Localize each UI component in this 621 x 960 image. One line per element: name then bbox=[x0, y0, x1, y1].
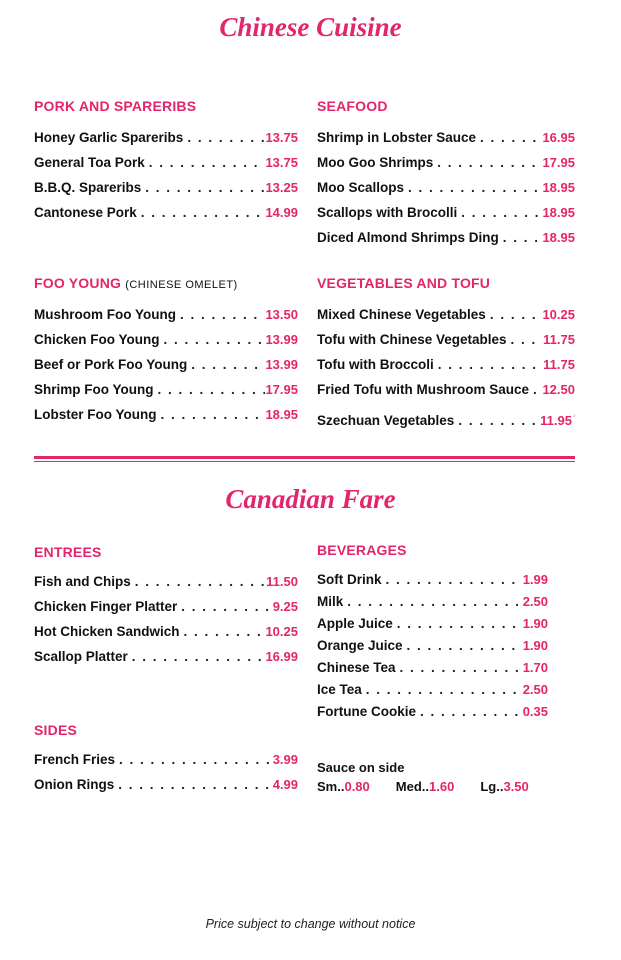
menu-item bbox=[317, 155, 575, 180]
dot-leader bbox=[183, 130, 265, 145]
menu-item-price: 0.35 bbox=[522, 704, 548, 719]
menu-item-name: Orange Juice bbox=[317, 638, 403, 653]
dot-leader bbox=[141, 180, 265, 195]
menu-item-price: 16.95 bbox=[542, 130, 575, 145]
menu-list bbox=[317, 572, 548, 726]
section-heading: PORK AND SPARERIBS bbox=[34, 98, 197, 114]
sauce-large-label: Lg.. bbox=[480, 779, 504, 794]
menu-item-price: 13.99 bbox=[265, 332, 298, 347]
menu-item bbox=[34, 357, 298, 382]
menu-item-name: Soft Drink bbox=[317, 572, 382, 587]
menu-item-name: Chicken Foo Young bbox=[34, 332, 160, 347]
sauce-small-price: 0.80 bbox=[344, 779, 370, 794]
sauce-medium bbox=[396, 779, 455, 794]
dot-leader bbox=[145, 155, 266, 170]
section-heading: SEAFOOD bbox=[317, 98, 388, 114]
menu-item-price: 10.25 bbox=[542, 307, 575, 322]
menu-item-name: Milk bbox=[317, 594, 344, 609]
menu-item bbox=[34, 599, 298, 624]
dot-leader bbox=[476, 130, 542, 145]
menu-item-name: Moo Scallops bbox=[317, 180, 405, 195]
menu-item-name: Mushroom Foo Young bbox=[34, 307, 176, 322]
dot-leader bbox=[486, 307, 543, 322]
menu-list bbox=[317, 307, 575, 432]
menu-item bbox=[34, 332, 298, 357]
menu-item-price: 4.99 bbox=[272, 777, 298, 792]
dot-leader bbox=[416, 704, 518, 719]
menu-list bbox=[34, 574, 298, 674]
menu-item bbox=[317, 230, 575, 255]
menu-list bbox=[34, 752, 298, 802]
menu-item bbox=[34, 180, 298, 205]
dot-leader bbox=[507, 332, 544, 347]
dot-leader bbox=[131, 574, 266, 589]
canadian-fare-title: Canadian Fare bbox=[225, 484, 396, 514]
menu-item bbox=[34, 407, 298, 432]
menu-item-price: 18.95 bbox=[265, 407, 298, 422]
menu-item bbox=[34, 307, 298, 332]
dot-leader bbox=[499, 230, 543, 245]
sauce-medium-price: 1.60 bbox=[429, 779, 455, 794]
menu-item bbox=[317, 572, 548, 594]
menu-item-name: Shrimp Foo Young bbox=[34, 382, 154, 397]
menu-item-price: 13.50 bbox=[265, 307, 298, 322]
menu-list bbox=[34, 130, 298, 230]
section-heading-text: FOO YOUNG bbox=[34, 275, 122, 291]
menu-item-price: 1.99 bbox=[522, 572, 548, 587]
section-subheading: (CHINESE OMELET) bbox=[125, 279, 238, 291]
sauce-small bbox=[317, 779, 370, 794]
menu-item bbox=[317, 660, 548, 682]
menu-item-price: 13.75 bbox=[265, 155, 298, 170]
price-disclaimer: Price subject to change without notice bbox=[205, 917, 416, 931]
dot-leader bbox=[180, 624, 266, 639]
menu-item bbox=[317, 130, 575, 155]
dot-leader bbox=[137, 205, 266, 220]
dot-leader bbox=[529, 382, 542, 397]
section-pork-spareribs bbox=[34, 98, 298, 230]
section-heading: VEGETABLES AND TOFU bbox=[317, 275, 491, 291]
menu-item bbox=[34, 752, 298, 777]
menu-item-name: General Toa Pork bbox=[34, 155, 145, 170]
section-vegetables-tofu bbox=[317, 275, 575, 432]
menu-item-name: Scallops with Brocolli bbox=[317, 205, 458, 220]
dot-leader bbox=[393, 616, 518, 631]
menu-item-price: 11.75 bbox=[543, 332, 575, 347]
menu-item bbox=[317, 704, 548, 726]
menu-item-price: 17.95 bbox=[265, 382, 298, 397]
menu-item-name: Szechuan Vegetables bbox=[317, 413, 455, 428]
dot-leader bbox=[343, 594, 518, 609]
section-seafood bbox=[317, 98, 575, 255]
menu-item-name: Ice Tea bbox=[317, 682, 362, 697]
menu-item-price: 14.99 bbox=[265, 205, 298, 220]
menu-item-price: 9.25 bbox=[272, 599, 298, 614]
menu-item-price: 18.95 bbox=[542, 230, 575, 245]
menu-item bbox=[34, 155, 298, 180]
menu-item-name: Fish and Chips bbox=[34, 574, 131, 589]
menu-item-price: 3.99 bbox=[272, 752, 298, 767]
sauce-sizes bbox=[317, 779, 555, 794]
sauce-medium-label: Med.. bbox=[395, 779, 430, 794]
dot-leader bbox=[404, 180, 542, 195]
dot-leader bbox=[128, 649, 266, 664]
menu-item bbox=[34, 205, 298, 230]
sauce-large bbox=[480, 779, 528, 794]
menu-item-price: 18.95 bbox=[542, 205, 575, 220]
menu-item bbox=[317, 205, 575, 230]
section-foo-young bbox=[34, 275, 298, 432]
section-beverages bbox=[317, 542, 548, 726]
menu-item bbox=[317, 407, 575, 432]
menu-item-name: Apple Juice bbox=[317, 616, 393, 631]
dot-leader bbox=[115, 752, 273, 767]
sauce-on-side bbox=[317, 760, 555, 794]
dot-leader bbox=[177, 599, 272, 614]
dot-leader bbox=[176, 307, 265, 322]
menu-item-name: Tofu with Chinese Vegetables bbox=[317, 332, 507, 347]
menu-item-name: Shrimp in Lobster Sauce bbox=[317, 130, 477, 145]
menu-item-name: Diced Almond Shrimps Ding bbox=[317, 230, 499, 245]
dot-leader bbox=[434, 357, 543, 372]
section-divider bbox=[34, 456, 575, 462]
menu-item bbox=[317, 357, 575, 382]
menu-item-name: B.B.Q. Spareribs bbox=[34, 180, 142, 195]
section-heading: SIDES bbox=[34, 722, 78, 738]
sauce-label: Sauce on side bbox=[317, 760, 405, 775]
section-entrees bbox=[34, 544, 298, 674]
menu-item-name: Hot Chicken Sandwich bbox=[34, 624, 180, 639]
menu-item-name: Cantonese Pork bbox=[34, 205, 137, 220]
menu-item-name: Honey Garlic Spareribs bbox=[34, 130, 184, 145]
dot-leader bbox=[433, 155, 542, 170]
section-sides bbox=[34, 722, 298, 802]
menu-item bbox=[34, 574, 298, 599]
menu-item-price: 11.75 bbox=[543, 357, 575, 372]
section-heading: BEVERAGES bbox=[317, 542, 407, 558]
dot-leader bbox=[160, 332, 266, 347]
menu-item-name: Fortune Cookie bbox=[317, 704, 417, 719]
menu-item-name: Mixed Chinese Vegetables bbox=[317, 307, 486, 322]
menu-item-name: Beef or Pork Foo Young bbox=[34, 357, 188, 372]
menu-item-price: 16.99 bbox=[265, 649, 298, 664]
menu-item bbox=[34, 777, 298, 802]
menu-item-price: 1.90 bbox=[522, 616, 548, 631]
menu-item bbox=[34, 649, 298, 674]
menu-list bbox=[34, 307, 298, 432]
dot-leader bbox=[114, 777, 272, 792]
menu-item bbox=[317, 616, 548, 638]
dot-leader bbox=[457, 205, 542, 220]
menu-item bbox=[317, 180, 575, 205]
menu-item-name: Chicken Finger Platter bbox=[34, 599, 178, 614]
menu-item bbox=[34, 130, 298, 155]
menu-item-name: Chinese Tea bbox=[317, 660, 396, 675]
dot-leader bbox=[396, 660, 518, 675]
dot-leader bbox=[362, 682, 518, 697]
menu-item-price: 10.25 bbox=[265, 624, 298, 639]
menu-item-price: 13.75 bbox=[265, 130, 298, 145]
menu-item-price: 13.99 bbox=[265, 357, 298, 372]
section-heading bbox=[34, 275, 298, 295]
menu-item-name: Scallop Platter bbox=[34, 649, 128, 664]
menu-item bbox=[317, 594, 548, 616]
dot-leader bbox=[154, 382, 266, 397]
menu-item-name: Lobster Foo Young bbox=[34, 407, 157, 422]
menu-item-price: 17.95 bbox=[542, 155, 575, 170]
menu-item bbox=[34, 382, 298, 407]
chili-pepper-icon bbox=[573, 407, 575, 425]
menu-item-name: Onion Rings bbox=[34, 777, 115, 792]
menu-item bbox=[317, 307, 575, 332]
menu-item-price: 2.50 bbox=[522, 682, 548, 697]
menu-item bbox=[317, 682, 548, 704]
dot-leader bbox=[403, 638, 518, 653]
section-heading: ENTREES bbox=[34, 544, 102, 560]
menu-item-price: 2.50 bbox=[522, 594, 548, 609]
menu-item bbox=[317, 638, 548, 660]
sauce-large-price: 3.50 bbox=[503, 779, 529, 794]
menu-item-price: 12.50 bbox=[542, 382, 575, 397]
dot-leader bbox=[187, 357, 265, 372]
menu-item bbox=[317, 332, 575, 357]
menu-item-name: Tofu with Broccoli bbox=[317, 357, 434, 372]
dot-leader bbox=[382, 572, 518, 587]
menu-item-price: 18.95 bbox=[542, 180, 575, 195]
sauce-small-label: Sm.. bbox=[317, 779, 345, 794]
menu-item-name: French Fries bbox=[34, 752, 116, 767]
menu-item-price: 1.70 bbox=[522, 660, 548, 675]
dot-leader bbox=[157, 407, 266, 422]
menu-item-price: 11.50 bbox=[266, 574, 298, 589]
menu-item-name: Moo Goo Shrimps bbox=[317, 155, 434, 170]
menu-item-name: Fried Tofu with Mushroom Sauce bbox=[317, 382, 530, 397]
menu-item-price: 13.25 bbox=[265, 180, 298, 195]
menu-item bbox=[317, 382, 575, 407]
chinese-cuisine-title: Chinese Cuisine bbox=[219, 12, 402, 42]
dot-leader bbox=[454, 413, 540, 428]
menu-list bbox=[317, 130, 575, 255]
menu-item-price: 1.90 bbox=[522, 638, 548, 653]
menu-item-price: 11.95 bbox=[540, 413, 572, 428]
menu-item bbox=[34, 624, 298, 649]
